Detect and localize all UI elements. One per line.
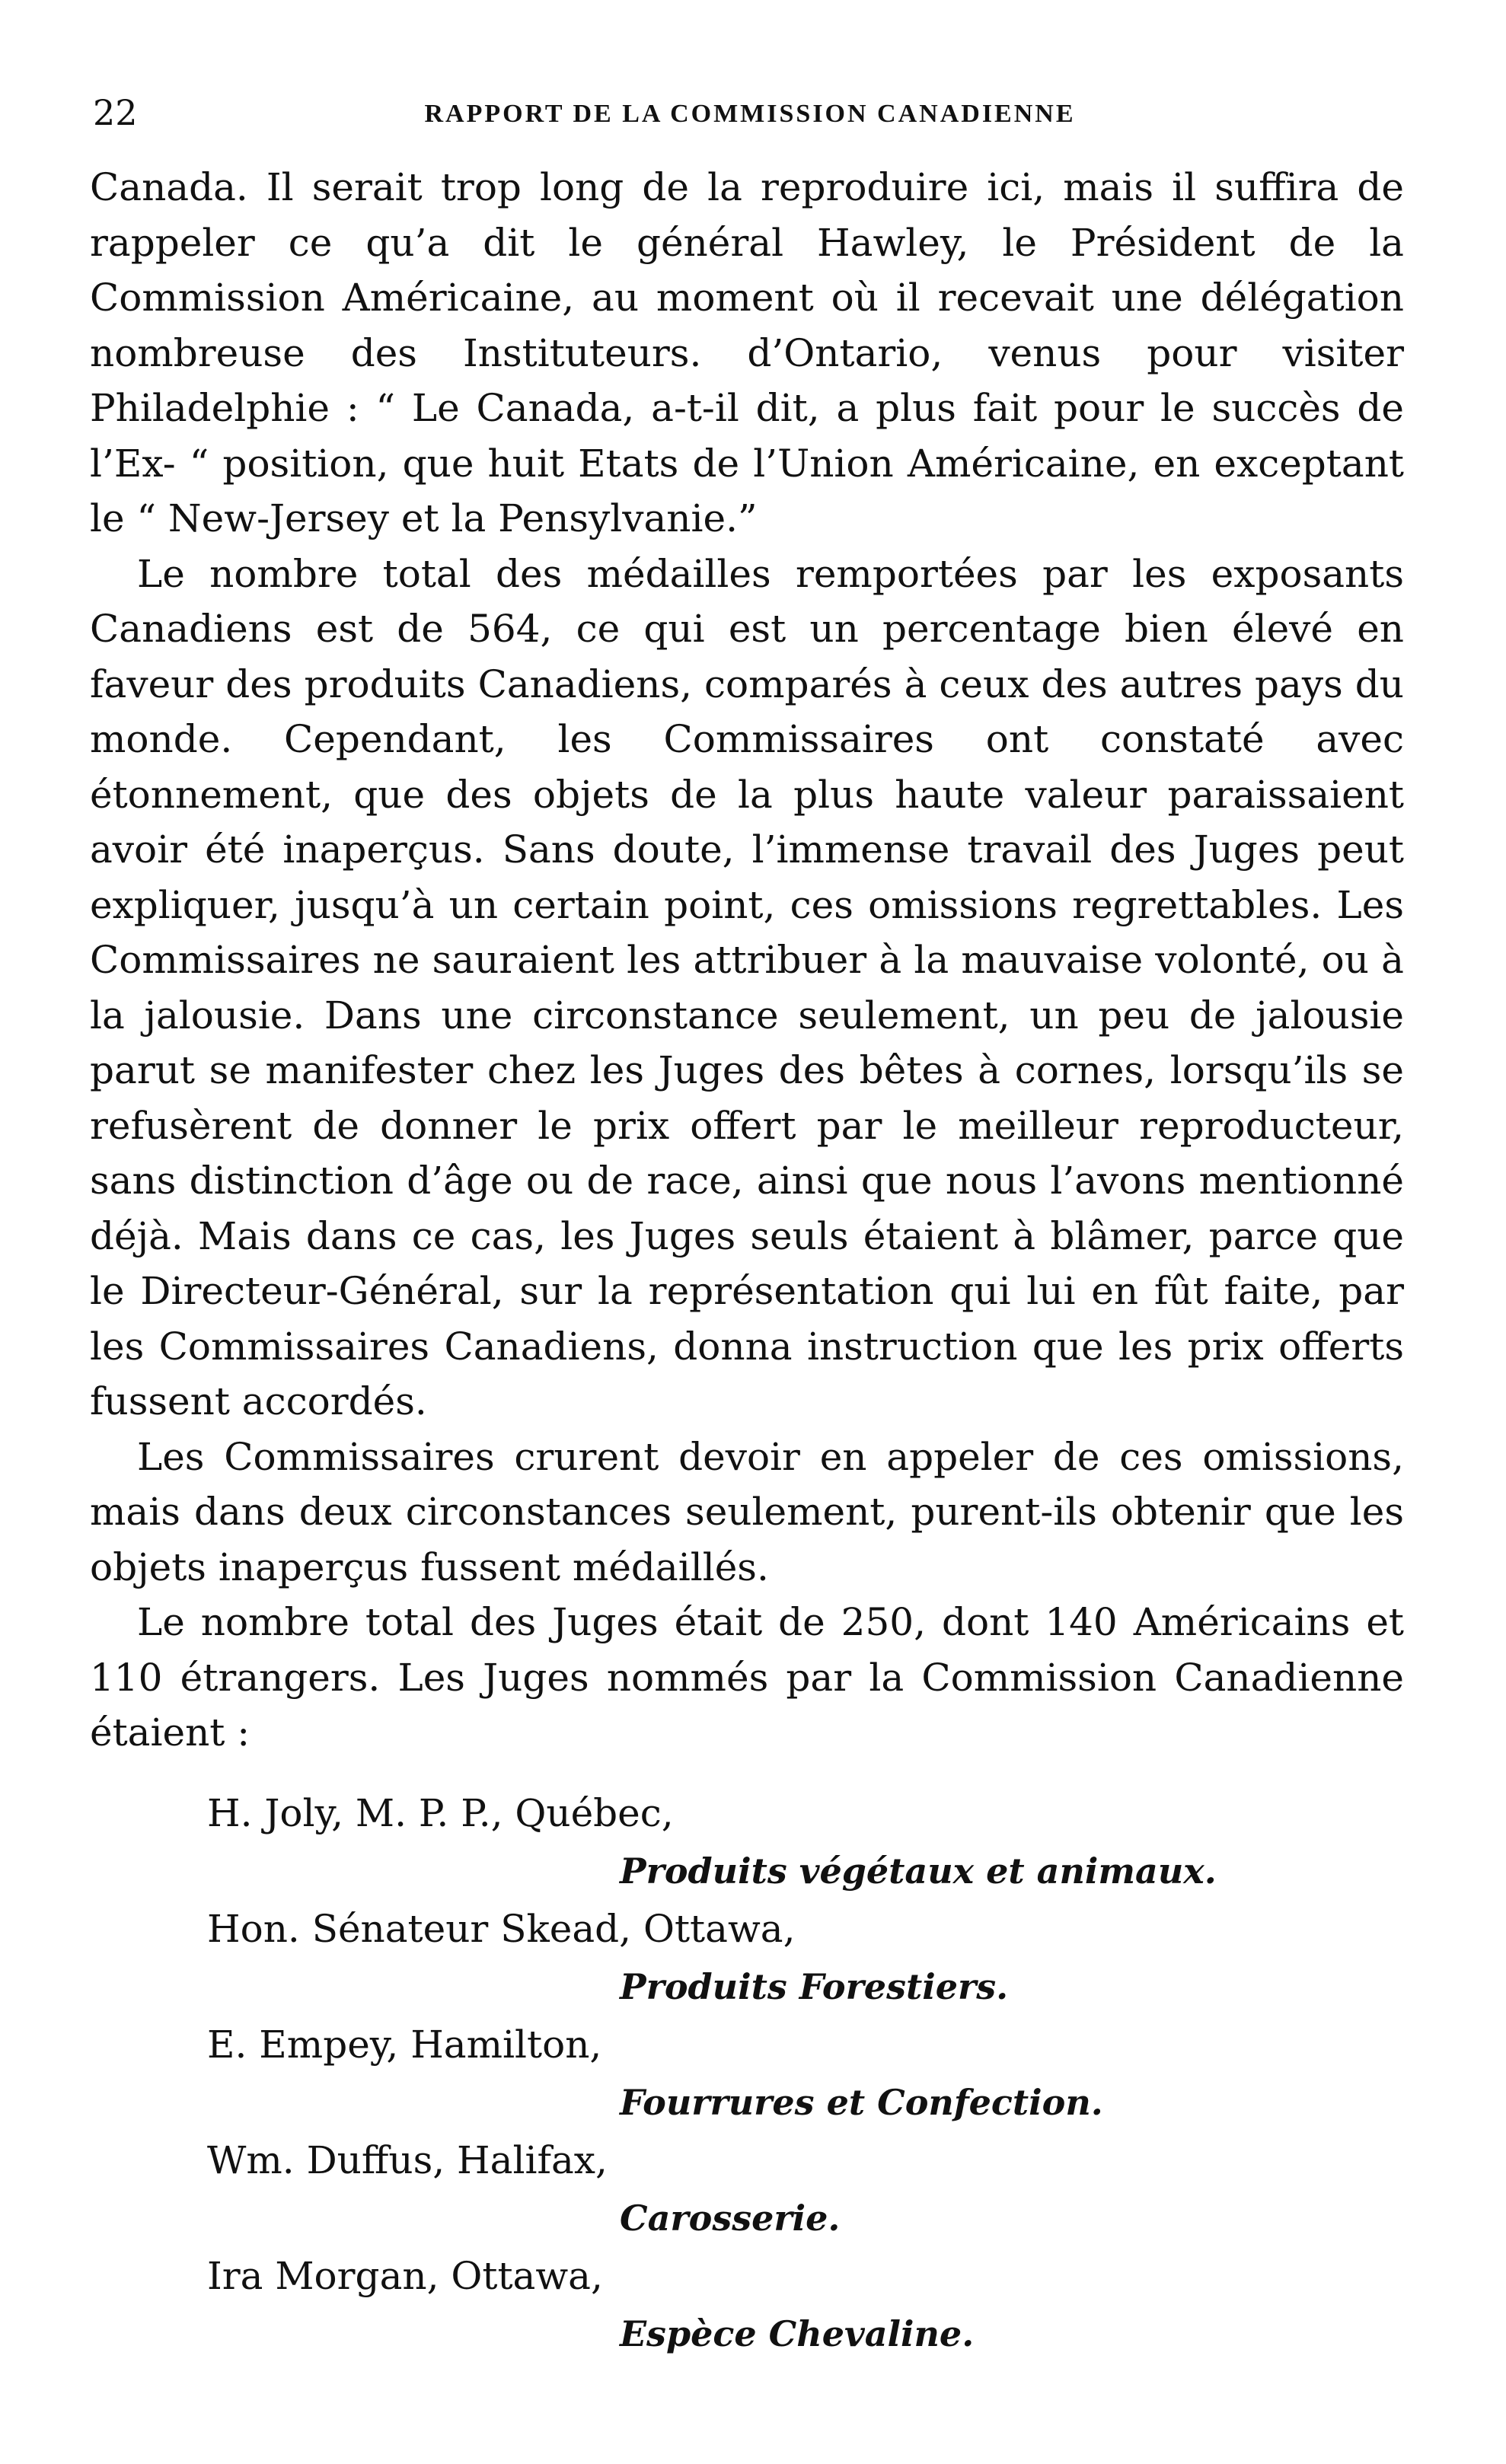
judge-department: Espèce Chevaline. xyxy=(620,2313,975,2354)
judge-entry xyxy=(207,2247,1395,2363)
paragraph-appeals: Les Commissaires crurent devoir en appeler de ces omissions, mais dans deux circonstances seulement, purent-ils obtenir que les objets inaperçus fussent médaillés. xyxy=(90,1434,1404,1589)
judge-name: H. Joly, M. P. P., Québec, xyxy=(207,1791,674,1835)
judge-entry xyxy=(207,1900,1395,2016)
judge-name: E. Empey, Hamilton, xyxy=(207,2023,602,2067)
paragraph-medals: Le nombre total des médailles remportées par les exposants Canadiens est de 564, ce qui est un percentage bien élevé en faveur des produits Canadiens, comparés à ceux des autres pays du monde. Cependant, les Commissaires ont constaté avec étonnement, que des objets de la plus haute valeur paraissaient avoir été inaperçus. Sans doute, l’immense travail des Juges peut expliquer, jusqu’à un certain point, ces omissions regrettables. Les Commissaires ne sauraient les attribuer à la mauvaise volonté, ou à la jalousie. Dans une circonstance seulement, un peu de jalousie parut se manifester chez les Juges des bêtes à cornes, lorsqu’ils se refusèrent de donner le prix offert par le meilleur reproducteur, sans distinction d’âge ou de race, ainsi que nous l’avons mentionné déjà. Mais dans ce cas, les Juges seuls étaient à blâmer, parce que le Directeur-Général, sur la représentation qui lui en fût faite, par les Commissaires Canadiens, donna instruction que les prix offerts fussent accordés. xyxy=(90,551,1404,1423)
judge-department: Fourrures et Confection. xyxy=(620,2082,1103,2123)
judge-department: Carosserie. xyxy=(620,2198,841,2239)
judge-name: Wm. Duffus, Halifax, xyxy=(207,2138,608,2182)
judge-name: Hon. Sénateur Skead, Ottawa, xyxy=(207,1907,796,1951)
judge-entry xyxy=(207,2016,1395,2131)
judge-entry xyxy=(207,1784,1395,1900)
running-head: RAPPORT DE LA COMMISSION CANADIENNE xyxy=(424,100,1076,128)
page-number: 22 xyxy=(93,92,138,133)
judges-list xyxy=(207,1784,1395,2363)
judge-department: Produits végétaux et animaux. xyxy=(620,1850,1217,1892)
paragraph-judges-count: Le nombre total des Juges était de 250, dont 140 Américains et 110 étrangers. Les Juges nommés par la Commission Canadienne étaient : xyxy=(90,1600,1404,1755)
judge-name: Ira Morgan, Ottawa, xyxy=(207,2254,603,2298)
judge-entry xyxy=(207,2131,1395,2247)
judge-department: Produits Forestiers. xyxy=(620,1966,1009,2007)
body-text xyxy=(90,160,1404,1761)
page-header xyxy=(93,90,1407,135)
paragraph-continuation: Canada. Il serait trop long de la reproduire ici, mais il suffira de rappeler ce qu’a dit le général Hawley, le Président de la Commission Américaine, au moment où il recevait une délégation nombreuse des Instituteurs. d’Ontario, venus pour visiter Philadelphie : “ Le Canada, a-t-il dit, a plus fait pour le succès de l’Ex- “ position, que huit Etats de l’Union Américaine, en exceptant le “ New-Jersey et la Pensylvanie.” xyxy=(90,165,1404,540)
